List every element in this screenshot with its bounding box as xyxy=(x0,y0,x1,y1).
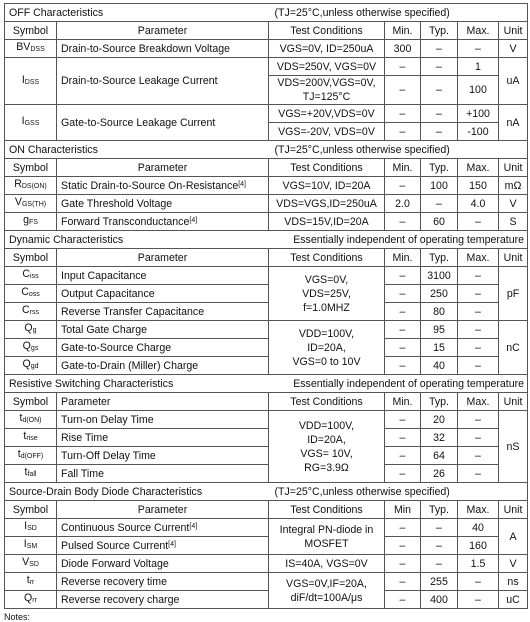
condition-cell: VGS=0V, ID=250uA xyxy=(269,40,385,58)
row-trr xyxy=(5,573,528,591)
unit-cell: pF xyxy=(499,267,528,321)
parameter-cell: Gate-to-Source Charge xyxy=(57,339,269,357)
column-header-row xyxy=(5,249,528,267)
min-cell: – xyxy=(385,591,421,609)
row-trise xyxy=(5,429,528,447)
symbol-cell: $R_{DS(ON)}$ xyxy=(5,177,57,195)
max-cell: – xyxy=(458,465,499,483)
min-cell: – xyxy=(385,285,421,303)
min-cell: – xyxy=(385,303,421,321)
condition-cell: VDS=250V, VGS=0V xyxy=(269,58,385,76)
col-unit: Unit xyxy=(499,501,528,519)
symbol-cell: $I_{SD}$ xyxy=(5,519,57,537)
condition-cell: VDS=VGS,ID=250uA xyxy=(269,195,385,213)
parameter-cell: Reverse recovery charge xyxy=(57,591,269,609)
condition-cell: VDD=100V, ID=20A, VGS= 10V, RG=3.9Ω xyxy=(269,411,385,483)
typ-cell: 32 xyxy=(421,429,458,447)
typ-cell: 15 xyxy=(421,339,458,357)
row-vsd xyxy=(5,555,528,573)
col-conditions: Test Conditions xyxy=(269,393,385,411)
section-title: Dynamic Characteristics xyxy=(5,231,269,249)
parameter-cell: Forward Transconductance[4] xyxy=(57,213,269,231)
condition-cell: VDS=15V,ID=20A xyxy=(269,213,385,231)
col-max: Max. xyxy=(458,159,499,177)
section-off-header xyxy=(5,4,528,22)
col-conditions: Test Conditions xyxy=(269,249,385,267)
unit-cell: A xyxy=(499,519,528,555)
max-cell: – xyxy=(458,411,499,429)
typ-cell: – xyxy=(421,40,458,58)
column-header-row xyxy=(5,501,528,519)
symbol-cell: $I_{SM}$ xyxy=(5,537,57,555)
min-cell: – xyxy=(385,76,421,105)
condition-cell: VGS=10V, ID=20A xyxy=(269,177,385,195)
typ-cell: 100 xyxy=(421,177,458,195)
column-header-row xyxy=(5,22,528,40)
parameter-cell: Pulsed Source Current[4] xyxy=(57,537,269,555)
min-cell: 300 xyxy=(385,40,421,58)
condition-cell: VGS=0V, VDS=25V, f=1.0MHZ xyxy=(269,267,385,321)
min-cell: – xyxy=(385,465,421,483)
section-dynamic-header xyxy=(5,231,528,249)
unit-cell: nC xyxy=(499,321,528,375)
col-max: Max. xyxy=(458,22,499,40)
parameter-cell: Output Capacitance xyxy=(57,285,269,303)
col-typ: Typ. xyxy=(421,501,458,519)
col-max: Max. xyxy=(458,249,499,267)
col-unit: Unit xyxy=(499,22,528,40)
typ-cell: 20 xyxy=(421,411,458,429)
unit-cell: uA xyxy=(499,58,528,105)
typ-cell: 80 xyxy=(421,303,458,321)
parameter-cell: Input Capacitance xyxy=(57,267,269,285)
parameter-cell: Gate-to-Source Leakage Current xyxy=(57,105,269,141)
max-cell: – xyxy=(458,339,499,357)
min-cell: – xyxy=(385,573,421,591)
min-cell: – xyxy=(385,339,421,357)
section-title: Source-Drain Body Diode Characteristics xyxy=(5,483,269,501)
parameter-cell: Rise Time xyxy=(57,429,269,447)
row-qg xyxy=(5,321,528,339)
row-vgsth xyxy=(5,195,528,213)
electrical-characteristics-table xyxy=(4,3,528,609)
symbol-cell: $BV_{DSS}$ xyxy=(5,40,57,58)
col-max: Max. xyxy=(458,393,499,411)
max-cell: – xyxy=(458,321,499,339)
col-unit: Unit xyxy=(499,249,528,267)
col-min: Min. xyxy=(385,249,421,267)
symbol-cell: $t_{rise}$ xyxy=(5,429,57,447)
row-igss xyxy=(5,105,528,123)
min-cell: – xyxy=(385,58,421,76)
parameter-cell: Reverse recovery time xyxy=(57,573,269,591)
max-cell: -100 xyxy=(458,123,499,141)
row-qgs xyxy=(5,339,528,357)
col-typ: Typ. xyxy=(421,249,458,267)
col-parameter: Parameter xyxy=(57,393,269,411)
typ-cell: – xyxy=(421,105,458,123)
row-tfall xyxy=(5,465,528,483)
section-title: OFF Characteristics xyxy=(5,4,269,22)
symbol-cell: $Q_{gd}$ xyxy=(5,357,57,375)
max-cell: 100 xyxy=(458,76,499,105)
col-min: Min. xyxy=(385,22,421,40)
max-cell: – xyxy=(458,447,499,465)
parameter-cell: Turn-Off Delay Time xyxy=(57,447,269,465)
typ-cell: 400 xyxy=(421,591,458,609)
symbol-cell: $C_{oss}$ xyxy=(5,285,57,303)
col-parameter: Parameter xyxy=(57,501,269,519)
parameter-cell: Turn-on Delay Time xyxy=(57,411,269,429)
typ-cell: – xyxy=(421,555,458,573)
section-note: (TJ=25°C,unless otherwise specified) xyxy=(269,483,528,501)
max-cell: – xyxy=(458,285,499,303)
typ-cell: 26 xyxy=(421,465,458,483)
max-cell: – xyxy=(458,40,499,58)
parameter-cell: Fall Time xyxy=(57,465,269,483)
col-symbol: Symbol xyxy=(5,501,57,519)
col-typ: Typ. xyxy=(421,22,458,40)
row-isd xyxy=(5,519,528,537)
typ-cell: 60 xyxy=(421,213,458,231)
symbol-cell: $t_{d(ON)}$ xyxy=(5,411,57,429)
symbol-cell: $I_{GSS}$ xyxy=(5,105,57,141)
symbol-cell: $C_{rss}$ xyxy=(5,303,57,321)
min-cell: – xyxy=(385,177,421,195)
col-min: Min. xyxy=(385,159,421,177)
condition-cell: VGS=0V,IF=20A, diF/dt=100A/μs xyxy=(269,573,385,609)
section-diode-header xyxy=(5,483,528,501)
parameter-cell: Continuous Source Current[4] xyxy=(57,519,269,537)
col-conditions: Test Conditions xyxy=(269,22,385,40)
symbol-cell: $t_{fall}$ xyxy=(5,465,57,483)
col-min: Min xyxy=(385,501,421,519)
symbol-cell: $V_{GS(TH)}$ xyxy=(5,195,57,213)
col-parameter: Parameter xyxy=(57,249,269,267)
max-cell: – xyxy=(458,213,499,231)
min-cell: – xyxy=(385,267,421,285)
row-qgd xyxy=(5,357,528,375)
typ-cell: – xyxy=(421,123,458,141)
parameter-cell: Drain-to-Source Breakdown Voltage xyxy=(57,40,269,58)
row-tdoff xyxy=(5,447,528,465)
col-typ: Typ. xyxy=(421,393,458,411)
min-cell: – xyxy=(385,555,421,573)
max-cell: – xyxy=(458,303,499,321)
max-cell: – xyxy=(458,357,499,375)
typ-cell: 64 xyxy=(421,447,458,465)
min-cell: – xyxy=(385,537,421,555)
min-cell: – xyxy=(385,105,421,123)
section-note: Essentially independent of operating temperature xyxy=(269,231,528,249)
section-title: ON Characteristics xyxy=(5,141,269,159)
min-cell: – xyxy=(385,519,421,537)
min-cell: – xyxy=(385,357,421,375)
row-idss xyxy=(5,58,528,76)
col-max: Max. xyxy=(458,501,499,519)
col-min: Min. xyxy=(385,393,421,411)
parameter-cell: Gate-to-Drain (Miller) Charge xyxy=(57,357,269,375)
col-conditions: Test Conditions xyxy=(269,159,385,177)
typ-cell: 250 xyxy=(421,285,458,303)
min-cell: – xyxy=(385,321,421,339)
typ-cell: – xyxy=(421,195,458,213)
section-note: Essentially independent of operating temperature xyxy=(269,375,528,393)
section-note: (TJ=25°C,unless otherwise specified) xyxy=(269,141,528,159)
col-unit: Unit xyxy=(499,393,528,411)
section-note: (TJ=25°C,unless otherwise specified) xyxy=(269,4,528,22)
section-title: Resistive Switching Characteristics xyxy=(5,375,269,393)
symbol-cell: $V_{SD}$ xyxy=(5,555,57,573)
row-tdon xyxy=(5,411,528,429)
row-coss xyxy=(5,285,528,303)
min-cell: – xyxy=(385,123,421,141)
unit-cell: uC xyxy=(499,591,528,609)
col-unit: Unit xyxy=(499,159,528,177)
parameter-cell: Static Drain-to-Source On-Resistance[4] xyxy=(57,177,269,195)
typ-cell: – xyxy=(421,519,458,537)
row-crss xyxy=(5,303,528,321)
col-symbol: Symbol xyxy=(5,22,57,40)
column-header-row xyxy=(5,393,528,411)
unit-cell: V xyxy=(499,195,528,213)
condition-cell: VGS=+20V,VDS=0V xyxy=(269,105,385,123)
max-cell: 4.0 xyxy=(458,195,499,213)
row-ciss xyxy=(5,267,528,285)
symbol-cell: $t_{rr}$ xyxy=(5,573,57,591)
row-qrr xyxy=(5,591,528,609)
condition-cell: VDS=200V,VGS=0V, TJ=125°C xyxy=(269,76,385,105)
symbol-cell: $Q_g$ xyxy=(5,321,57,339)
min-cell: – xyxy=(385,213,421,231)
unit-cell: ns xyxy=(499,573,528,591)
row-gfs xyxy=(5,213,528,231)
unit-cell: S xyxy=(499,213,528,231)
typ-cell: – xyxy=(421,58,458,76)
col-symbol: Symbol xyxy=(5,393,57,411)
typ-cell: 40 xyxy=(421,357,458,375)
condition-cell: VGS=-20V, VDS=0V xyxy=(269,123,385,141)
col-typ: Typ. xyxy=(421,159,458,177)
symbol-cell: $C_{iss}$ xyxy=(5,267,57,285)
min-cell: 2.0 xyxy=(385,195,421,213)
symbol-cell: $g_{FS}$ xyxy=(5,213,57,231)
col-conditions: Test Conditions xyxy=(269,501,385,519)
condition-cell: IS=40A, VGS=0V xyxy=(269,555,385,573)
col-symbol: Symbol xyxy=(5,159,57,177)
parameter-cell: Reverse Transfer Capacitance xyxy=(57,303,269,321)
typ-cell: 95 xyxy=(421,321,458,339)
symbol-cell: $Q_{gs}$ xyxy=(5,339,57,357)
min-cell: – xyxy=(385,411,421,429)
max-cell: – xyxy=(458,591,499,609)
unit-cell: nS xyxy=(499,411,528,483)
unit-cell: nA xyxy=(499,105,528,141)
max-cell: – xyxy=(458,573,499,591)
max-cell: 150 xyxy=(458,177,499,195)
col-symbol: Symbol xyxy=(5,249,57,267)
section-switching-header xyxy=(5,375,528,393)
symbol-cell: $I_{DSS}$ xyxy=(5,58,57,105)
parameter-cell: Gate Threshold Voltage xyxy=(57,195,269,213)
typ-cell: – xyxy=(421,537,458,555)
row-bvdss xyxy=(5,40,528,58)
max-cell: 1.5 xyxy=(458,555,499,573)
max-cell: 40 xyxy=(458,519,499,537)
section-on-header xyxy=(5,141,528,159)
unit-cell: V xyxy=(499,40,528,58)
notes-label: Notes: xyxy=(4,612,31,622)
max-cell: – xyxy=(458,267,499,285)
typ-cell: 255 xyxy=(421,573,458,591)
max-cell: 1 xyxy=(458,58,499,76)
max-cell: +100 xyxy=(458,105,499,123)
max-cell: – xyxy=(458,429,499,447)
row-rdson xyxy=(5,177,528,195)
max-cell: 160 xyxy=(458,537,499,555)
unit-cell: V xyxy=(499,555,528,573)
column-header-row xyxy=(5,159,528,177)
parameter-cell: Total Gate Charge xyxy=(57,321,269,339)
row-ism xyxy=(5,537,528,555)
typ-cell: 3100 xyxy=(421,267,458,285)
unit-cell: mΩ xyxy=(499,177,528,195)
typ-cell: – xyxy=(421,76,458,105)
parameter-cell: Diode Forward Voltage xyxy=(57,555,269,573)
col-parameter: Parameter xyxy=(57,22,269,40)
parameter-cell: Drain-to-Source Leakage Current xyxy=(57,58,269,105)
min-cell: – xyxy=(385,447,421,465)
min-cell: – xyxy=(385,429,421,447)
condition-cell: VDD=100V, ID=20A, VGS=0 to 10V xyxy=(269,321,385,375)
symbol-cell: $Q_{rr}$ xyxy=(5,591,57,609)
condition-cell: Integral PN-diode in MOSFET xyxy=(269,519,385,555)
symbol-cell: $t_{d(OFF)}$ xyxy=(5,447,57,465)
col-parameter: Parameter xyxy=(57,159,269,177)
